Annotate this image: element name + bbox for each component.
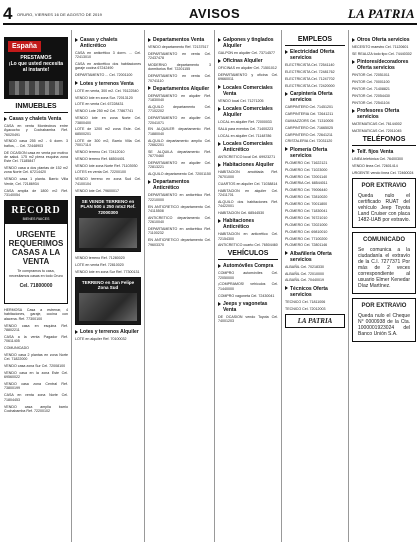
classified-ad: GALPON en alquiler Cel. 73714577 — [218, 51, 275, 55]
classified-ad: DEPARTAMENTO en venta Cel. 72437478 — [148, 51, 211, 61]
classified-ad: PLOMERO Cel. 76721010 — [285, 215, 328, 220]
classified-ad: ANTICRETICO cuarto Cel. 76504460 — [218, 243, 278, 248]
ad-line: PRESTAMOS — [20, 55, 52, 61]
subsection-label: Habitaciones Alquiler — [223, 162, 274, 169]
classified-ad: COMPRO vagoneta Cel. 72430041 — [218, 293, 275, 298]
column-divider — [281, 30, 282, 542]
classified-ad: PLOMERO Cel. 72021000 — [285, 222, 328, 227]
subsection-label: Departamentos Anticrético — [153, 179, 190, 192]
classified-ad: DE OCASION vendo Toyota Cel. 74001203 — [218, 314, 278, 324]
subsection-title — [218, 85, 278, 97]
classified-ad: VENDO lote en zona Sur Ref. 77300131 — [75, 269, 140, 274]
ad-title: TERRENO en San Felipe Zona Sud — [81, 279, 135, 291]
category-heading: VEHÍCULOS — [218, 250, 278, 260]
classified-ad: MODERNO departamento 3 dormitorios Ref. 72201155 — [148, 63, 211, 72]
ad-line: al instante! — [22, 67, 50, 73]
classified-ad: COMUNICADO — [4, 345, 29, 350]
record-body: Te compramos tu casa, necesitamos casas en todo Oruro — [9, 269, 63, 278]
notice-title: POR EXTRAVIO — [361, 302, 407, 309]
classified-ad: VENDO terreno Ref. 71280020 — [75, 255, 125, 260]
column-3 — [148, 34, 211, 542]
triangle-bullet-icon — [148, 38, 151, 42]
column-5 — [285, 34, 345, 542]
column-divider — [71, 30, 72, 542]
subsection-title — [218, 162, 278, 168]
subsection-label: Locales Comerciales Alquiler — [223, 106, 273, 119]
classified-ad: LOTE en venta Ref. 72810020 — [75, 262, 124, 267]
subsection-title — [75, 37, 141, 49]
triangle-bullet-icon — [218, 142, 221, 146]
issue-date: ORURO, VIERNES 16 DE AGOSTO DE 2019 — [17, 12, 103, 17]
category-heading: EMPLEOS — [285, 36, 345, 46]
classified-ad: ANTICRETICO departamento Cel. 72610040 — [148, 215, 211, 225]
subsection-title — [285, 147, 345, 159]
triangle-bullet-icon — [352, 60, 355, 64]
classified-ad: EN ANTICRETICO departamento Cel. 74115508 — [148, 204, 211, 213]
triangle-bullet-icon — [218, 163, 221, 167]
classified-ad: VENDO local Cel. 71271205 — [218, 98, 264, 103]
classified-ad: SE ALQUILA departamento Ref. 76770460 — [148, 149, 211, 159]
classified-ad: LOTE de 1200 m2 zona Este. Cel. 68500201 — [75, 127, 141, 136]
classified-ad: ELECTRICISTA Cel. 72541140 — [285, 63, 335, 67]
classified-ad: VENDO lote Cel. 79600017 — [75, 188, 119, 193]
classified-ad: PLOMERO Cel. 79006440 — [285, 188, 328, 193]
classified-ad: EN ANTICRETICO departamento Cel. 79603370 — [148, 238, 211, 247]
lost-cheque-notice — [352, 298, 416, 342]
classified-ad: VENDO casa 2 plantas en zona Norte Cel. 71822000 — [4, 352, 68, 362]
record-phone: Cel. 71800000 — [19, 283, 53, 290]
classified-ad: PLOMERO Cel. 71622121 — [285, 160, 328, 165]
triangle-bullet-icon — [352, 149, 355, 153]
subsection-title — [75, 329, 141, 335]
triangle-bullet-icon — [75, 38, 78, 42]
classified-ad: DEPARTAMENTO en venta Cel. 70741110 — [148, 74, 211, 83]
classified-ad: LOTE en venta, 300 m2. Cel. 76122540 — [75, 88, 139, 93]
subsection-label: Pintores/decoradores Oferta servicios — [357, 59, 409, 72]
espana-logo: España — [8, 41, 41, 52]
subsection-label: Otros Oferta servicios — [357, 37, 410, 43]
subsection-label: Habitaciones Anticrético — [223, 218, 255, 231]
classified-ad: COMPRO automóviles Cel. 72050000 — [218, 271, 278, 280]
triangle-bullet-icon — [285, 147, 288, 151]
ad-photo — [9, 81, 63, 95]
classified-ad: LOTES en venta Cel. 72200100 — [75, 170, 126, 175]
classified-ad: ELECTRICISTA Cel. 72481762 — [285, 69, 335, 74]
classified-ad: PINTOR Cel. 72051011 — [352, 73, 390, 78]
category-heading: TELÉFONOS — [352, 136, 416, 146]
classified-ad: HABITACION amoblada Ref. 76701000 — [218, 170, 278, 179]
section-title: AVISOS — [189, 6, 241, 21]
classified-ad: HERMOSA Casa a estrenar, 4 habitaciones, garaje, cocina con alacena. Ref. 77300100 — [4, 308, 68, 321]
classified-ad: VENDO casa a dos plantas de 152 m2 zona Norte Cel. 67214420 — [4, 166, 68, 175]
page-header — [3, 4, 417, 28]
classified-ad: CARPINTERO Cel. 71665025 — [285, 125, 333, 130]
triangle-bullet-icon — [218, 107, 221, 111]
espana-loan-ad — [4, 37, 68, 99]
subsection-title — [285, 251, 345, 263]
subsection-label: Casas y chalets Venta — [9, 116, 62, 122]
notice-body: Se comunica a la ciudadanía el extravío de la C.I. 7277371 Por más de 2 veces correspondiente al usuario Elmer Kenedar Díaz Martínez. — [358, 246, 410, 289]
subsection-title — [218, 218, 278, 230]
subsection-title — [218, 141, 278, 153]
classified-ad: EN ALQUILER departamento Ref. 71880040 — [148, 127, 211, 136]
classified-ad: VENDO departamento Ref. 72137517 — [148, 45, 209, 49]
triangle-bullet-icon — [218, 85, 221, 89]
classified-ad: CARPINTERO Cel. 72641211 — [285, 132, 333, 137]
classified-ad: VENDO terreno Ref. 68504401 — [75, 156, 125, 161]
subsection-title — [218, 106, 278, 118]
page-number: 4 — [3, 4, 13, 23]
classified-ad: TECNICO Cel. 71811006 — [285, 299, 326, 304]
subsection-label: Lotes y terrenos Venta — [80, 80, 134, 87]
classified-ad: PLOMERO Cel. 71830041 — [285, 208, 328, 213]
subsection-label: Electricidad Oferta servicios — [290, 49, 335, 61]
classified-ad: LOTE en alquiler Ref. 70100032 — [75, 336, 127, 341]
record-real-estate-ad — [4, 200, 68, 304]
notice-body: Queda nulo el Cheque N° 0000938 de la Cta. 1000001923024 del Banco Unión S.A. — [358, 312, 410, 337]
classified-ad: PLOMERO Cel. 77100200 — [285, 236, 328, 241]
lost-id-notice — [352, 232, 416, 294]
classified-ad: PLOMERIA Cel. 68544011 — [285, 181, 328, 186]
classified-ad: DEPARTAMENTO en alquiler Ref. 71830040 — [148, 93, 211, 103]
classified-ad: CARPINTERO Cel. 71451201 — [285, 104, 333, 109]
subsection-title — [352, 149, 416, 155]
classified-ad: ALQUILO departamento Cel. 72001150 — [148, 172, 211, 177]
classified-ad: SE REALIZA todo tipo Cel. 74440302 — [352, 51, 412, 56]
classified-ad: CASA en anticrético dos habitaciones garaje cocina 67242490 — [75, 62, 141, 71]
notice-title: POR EXTRAVIO — [361, 182, 407, 189]
column-6 — [352, 34, 416, 542]
classified-ad: ALBAÑIL Cel. 70440019 — [285, 278, 325, 283]
subsection-title — [75, 81, 141, 87]
triangle-bullet-icon — [285, 251, 288, 255]
subsection-label: Jeeps y vagonetas Venta — [223, 300, 268, 313]
classified-ad: GUIMAZZORS Cel. 71310005 — [285, 118, 334, 123]
classified-ad: TECNICO Cel. 72012003 — [285, 306, 326, 311]
classified-ad: ELECTRICISTA Cel. 71247702 — [285, 76, 335, 81]
triangle-bullet-icon — [148, 86, 151, 90]
triangle-bullet-icon — [285, 286, 288, 290]
triangle-bullet-icon — [75, 81, 78, 85]
classified-ad: HABITACION en alquiler Cel. 72411701 — [218, 188, 278, 197]
classified-ad: DEPARTAMENTO en anticrético Ref. 71100232 — [148, 227, 211, 236]
classified-ad: VENDO lote zona Norte Ref. 71103930 — [75, 163, 138, 168]
classified-ad: VENDO linea Cel. 72601414 — [352, 163, 398, 168]
classified-ad: DEPARTAMENTO en anticrético Ref. 72210000 — [148, 193, 211, 202]
classified-ad: ALQUILO dos habitaciones Ref. 74422001 — [218, 199, 278, 209]
subsection-title — [352, 37, 416, 43]
header-rule — [3, 23, 417, 25]
column-4 — [218, 34, 278, 542]
classified-ad: ALBAÑIL Cel. 70218330 — [285, 264, 325, 269]
subsection-title — [4, 116, 68, 122]
classified-ad: DEPARTAMENTO y oficina Cel. 69660011 — [218, 73, 278, 82]
la-patria-logo-ad — [285, 314, 345, 328]
triangle-bullet-icon — [285, 92, 288, 96]
land-sale-ad — [75, 196, 141, 252]
classified-ad: NECESITO maestro Cel. 71120601 — [352, 45, 409, 49]
classified-ad: ALQUILO departamento amplio Cel. 72662201 — [148, 138, 211, 147]
ad-photo — [79, 293, 137, 321]
classified-ad: DEPARTAMENTO en alquiler Cel. 72041071 — [148, 116, 211, 125]
classified-ad: PLOMERO Cel. 71023000 — [285, 167, 328, 172]
classified-ad: VENDO terreno en zona Sud Cel. 74100104 — [75, 177, 141, 186]
classified-ad: PINTOR Cel. 72054430 — [352, 93, 390, 98]
subsection-title — [148, 86, 211, 92]
classified-ad: SALA para eventos Cel. 71400223 — [218, 126, 274, 131]
classified-ad: VENDO lote en zona Sur. 72013120 — [75, 95, 133, 100]
triangle-bullet-icon — [218, 59, 221, 63]
notice-body: Queda nulo el certificado RUAT del vehículo Jeep Toyota Land Cruiser con placa 1482-UAB por extravio. — [358, 192, 410, 223]
subsection-label: Locales Comerciales Anticrético — [223, 141, 273, 154]
classified-ad: VENDO casa zona Sur Cel. 72008100 — [4, 364, 66, 369]
subsection-title — [218, 37, 278, 49]
classified-ad: CUARTOS en alquiler Cel. 71038814 — [218, 181, 278, 186]
classified-ad: VENDO casa 1 planta. Barrio Villa Verde, Cel. 72186934 — [4, 177, 68, 186]
record-subtitle: BIENES RAICES — [5, 217, 67, 224]
record-logo: RECORD — [5, 201, 67, 217]
classified-ad: ALQUILO departamento Cel. 77102202 — [148, 105, 211, 114]
subsection-label: Profesores Oferta servicios — [357, 108, 400, 121]
classified-ad: PINTOR Cel. 71408821 — [352, 86, 390, 91]
ad-title: SE VENDE TERRENO en PLAN 500 x 250 mts2 Ref. 72000300 — [80, 198, 136, 215]
la-patria-logo: LA PATRIA — [297, 316, 333, 325]
subsection-label: Departamentos Alquiler — [153, 85, 210, 92]
subsection-label: Oficinas Alquiler — [223, 58, 263, 65]
triangle-bullet-icon — [75, 330, 78, 334]
classified-ad: CASA en venta zona Norte Cel. 71804453 — [4, 393, 68, 402]
triangle-bullet-icon — [352, 109, 355, 113]
classified-ad: OFICINAS en alquiler Cel. 71501012 — [218, 66, 277, 71]
classified-ad: DEPARTAMENTO ... Cel. 72001100 — [75, 73, 133, 78]
classified-ad: MATEMATICAS Cel. 72011045 — [352, 128, 402, 133]
classified-ad: PLOMERO Cel. 70011800 — [285, 202, 328, 207]
classified-ad: VENDO casa amplia barrio Cochabamba Ref. 72200102 — [4, 404, 68, 413]
subsection-label: Carpintería Oferta servicios — [290, 90, 333, 103]
ad-line: ¡Lo que usted necesita — [8, 61, 64, 67]
classified-ad: HABITACION Cel. 68544530 — [218, 210, 265, 215]
classified-ad: URGENTE vendo línea Cel. 72460024 — [352, 170, 414, 175]
classified-ad: DEPARTAMENTO en alquiler Cel. 72813221 — [148, 160, 211, 170]
triangle-bullet-icon — [352, 38, 355, 42]
ad-photo — [79, 218, 137, 248]
classified-ad: CASA a la venta Pagador Ref. 70611405 — [4, 334, 68, 344]
classified-ad: PLOMERO Cel. 72801146 — [285, 243, 328, 248]
subsection-title — [148, 179, 211, 191]
category-heading: INMUEBLES — [4, 103, 68, 113]
classified-ad: VENDO Lote 250 m2 Cel. 77867741 — [75, 109, 134, 114]
subsection-label: Técnicos Oferta servicios — [290, 285, 328, 298]
triangle-bullet-icon — [4, 117, 7, 121]
classified-ad: HABITACION en anticrético Cel. 72154300 — [218, 232, 278, 241]
classified-ad: CASA amplia de 1800 m2 Ref. 73140054 — [4, 188, 68, 197]
land-sale-ad-2 — [75, 277, 141, 325]
subsection-label: Departamentos Venta — [153, 37, 205, 43]
subsection-title — [218, 301, 278, 313]
subsection-label: Casas y chalets Anticrético — [80, 37, 118, 49]
classified-ad: VENDO casa en la zona Este Cel. 69560022 — [4, 370, 68, 380]
subsection-title — [352, 59, 416, 71]
classified-ad: CARPINTERIA Cel. 72641211 — [285, 111, 334, 116]
column-divider — [144, 30, 145, 542]
classified-ad: PLOMERO Cel. 69810010 — [285, 229, 328, 234]
subsection-label: Locales Comerciales Venta — [223, 84, 273, 97]
classified-ad: ¡COMPRAMOS! vehículos Cel. 71440000 — [218, 282, 278, 291]
column-divider — [214, 30, 215, 542]
subsection-title — [218, 263, 278, 269]
subsection-title — [148, 37, 211, 43]
classified-ad: ANTICRETICO local Cel. 69923271 — [218, 155, 276, 160]
notice-title: COMUNICADO — [363, 236, 405, 243]
classified-ad: LOTE en venta Cel. 67228431 — [75, 102, 124, 107]
triangle-bullet-icon — [218, 219, 221, 223]
classified-ad: LOCAL en alquiler Cel. 71148786 — [218, 133, 272, 138]
classified-ad: MATEMATICAS Cel. 76144002 — [352, 122, 402, 127]
classified-ad: VENDO terreno Cel. 72412010 — [75, 149, 125, 154]
classified-ad: PLOMERO Cel. 72001140 — [285, 174, 328, 179]
classified-ad: LINEA telefónica Cel. 76400300 — [352, 156, 403, 161]
column-1 — [4, 34, 68, 542]
subsection-label: Albañilería Oferta servicios — [290, 250, 332, 263]
classified-ad: VENDO lote en zona Norte Cel. 73800400 — [75, 116, 141, 125]
newspaper-logo: LA PATRIA — [347, 6, 415, 21]
classified-ad: VENDO casa en esquina Ref. 78802211 — [4, 323, 68, 332]
classified-ad: PLOMERO Cel. 72810020 — [285, 195, 328, 200]
subsection-label: Galpones y tinglados Alquiler — [223, 37, 274, 49]
subsection-label: Automóviles Compra — [223, 263, 274, 270]
classified-ad: VENDO casa zona Central Ref. 73800199 — [4, 382, 68, 391]
classified-ad: ALBAÑIL Cel. 72010000 — [285, 271, 325, 276]
subsection-label: Lotes y terrenos Alquiler — [80, 328, 139, 335]
subsection-title — [218, 58, 278, 64]
subsection-label: Plomería Oferta servicios — [290, 146, 328, 159]
lost-certificate-notice — [352, 178, 416, 228]
subsection-title — [352, 108, 416, 120]
column-2 — [75, 34, 141, 542]
classified-ad: CASA en venta Montecinos entre Ayacucho y Cochabamba Ref. 76020491 — [4, 124, 68, 137]
classified-ad: CRISTALERIA Cel. 72031120 — [285, 139, 333, 144]
classified-ad: DE OCASION casa en venta por motivo de salud. 175 m2 plena esquina zona Este Cel. 71185847 — [4, 150, 68, 164]
classified-ad: PINTOR Cel. 72541104 — [352, 100, 390, 105]
subsection-title — [285, 49, 345, 61]
triangle-bullet-icon — [285, 50, 288, 54]
triangle-bullet-icon — [218, 264, 221, 268]
column-divider — [348, 30, 349, 542]
triangle-bullet-icon — [218, 302, 221, 306]
classified-ad: LOTE de 300 m2, Barrio Villa Cel. 70017114 — [75, 138, 141, 147]
subsection-title — [285, 91, 345, 103]
classified-ad: LOCAL en alquiler Ref. 72000033 — [218, 120, 272, 125]
subsection-label: Telf. fijos Venta — [357, 148, 394, 155]
classified-ad: VENDO casa 255 m2 - 6 dorm. 3 baños, ... Cel. 72448903 — [4, 139, 68, 148]
classified-ad: ELECTRICISTA Cel. 72420000 — [285, 83, 335, 88]
triangle-bullet-icon — [218, 38, 221, 42]
classified-ad: PINTOR Cel. 70001100 — [352, 80, 390, 85]
triangle-bullet-icon — [148, 180, 151, 184]
classified-ad: CASA en anticrético 3 dorm. ... Cel. 72413010 — [75, 51, 141, 60]
record-headline: URGENTE REQUERIMOS CASAS A LA VENTA — [8, 230, 64, 267]
subsection-title — [285, 286, 345, 298]
